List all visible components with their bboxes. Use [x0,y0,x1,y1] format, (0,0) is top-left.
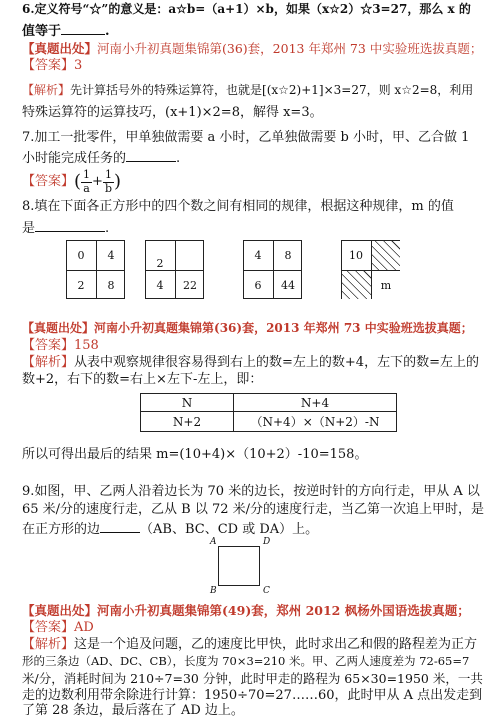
q8-question-line1: 8.填在下面各正方形中的四个数之间有相同的规律，根据这种规律，m 的值 [22,199,454,214]
q9-question-line1: 9.如图，甲、乙两人沿着边长为 70 米的边长，按逆时针的方向行走，甲从 A 以 [22,484,480,499]
q9-analysis-line5: 了第 28 条边，最后落在了 AD 边上。 [22,703,244,718]
q7-line2-text: 小时能完成任务的 [22,151,127,166]
q8-analysis-label: 【解析】 [22,355,75,370]
q7-frac1-den: a [83,181,90,195]
square-cell: 10 [349,248,363,262]
square-cell: 22 [183,278,197,292]
q9-answer-value: AD [74,620,94,635]
q8-analysis-text1: 从表中观察规律很容易得到右上的数=左上的数+4，左下的数=左上的 [74,355,479,370]
q7-frac1-num: 1 [83,168,91,182]
q7-frac2-den: b [104,181,112,195]
corner-label-b: B [210,586,217,596]
q6-source [22,42,482,56]
q8-answer [22,339,99,353]
q6-answer-blank [61,22,105,35]
table-cell: N+2 [141,412,234,432]
q6-question-line2: 值等于 . [22,24,110,39]
q9-source-text: 河南小升初真题集锦第(49)套，郑州 2012 枫杨外国语选拔真题； [97,603,470,618]
q9-analysis-line2: 形的三条边（AD、DC、CB），长度为 70×3=210 米。甲、乙两人速度差为 72-65=7 [22,654,470,668]
q8-answer-value: 158 [74,338,99,353]
square-cell: 6 [254,278,262,292]
q7-paren-open: ( [74,171,82,193]
corner-label-a: A [210,537,217,547]
q7-frac2-num: 1 [103,169,114,182]
q8-line2-text: 是 [22,221,36,236]
q9-line3-prefix: 在正方形的边 [22,522,101,537]
corner-label-c: C [263,586,270,596]
q6-source-text: 河南小升初真题集锦第(36)套，2013 年郑州 73 中实验班选拔真题； [97,41,483,56]
q6-prefix: 6.定义符号“☆”的意义是： [22,2,169,16]
table-cell: N [141,394,234,412]
hatched-cell [371,241,400,270]
q9-answer-blank [100,520,140,533]
grid-divider [342,270,399,271]
hatched-cell [342,270,371,299]
q8-analysis-line2: 数+2，右下的数=右上×左下-左上，即： [22,372,263,387]
q7-answer [22,168,121,196]
table-cell: N+4 [234,394,397,412]
q6-source-label: 【真题出处】 [22,41,98,56]
q8-source [22,322,473,335]
q8-result: 所以可得出最后的结果 m=(10+4)×（10+2）-10=158。 [22,447,368,462]
q8-square-3 [243,240,302,299]
q6-line2-text: 值等于 [22,24,62,39]
square-cell: 44 [281,278,295,292]
square-cell [176,241,204,269]
square-cell: 2 [156,256,164,270]
q7-plus-sign: + [92,173,103,189]
table-row [141,394,397,412]
q7-question-line2: 小时能完成任务的 . [22,151,181,166]
q9-question-line3 [22,520,318,537]
q6-analysis-line1 [22,84,473,97]
q7-fraction-2 [103,169,114,194]
q9-analysis-line1 [22,638,477,652]
q7-paren-close: ) [114,171,122,193]
q6-analysis-line2: 特殊运算符的运算技巧，(x+1)×2=8，解得 x=3。 [22,105,323,120]
q8-square-4 [341,240,400,299]
square-cell: m [372,271,400,299]
q9-line3-suffix: （AB、BC、CD 或 DA）上。 [140,522,319,537]
corner-label-d: D [263,537,271,547]
q8-square-1 [66,240,125,299]
q9-answer [22,621,94,635]
q8-source-text: 河南小升初真题集锦第(36)套，2013 年郑州 73 中实验班选拔真题； [94,321,473,335]
q9-question-line2: 65 米/分的速度行走，乙从 B 以 72 米/分的速度行走，当乙第一次追上甲时，是 [22,502,485,517]
q7-question-line1: 7.加工一批零件，甲单独做需要 a 小时，乙单独做需要 b 小时，甲、乙合做 1 [22,130,470,145]
q7-fraction-1 [81,169,92,194]
square-cell: 8 [284,248,292,262]
q9-analysis-line4: 走的边数利用带余除进行计算：1950÷70=27……60，此时甲从 A 点出发走到 [22,688,483,703]
q7-answer-label: 【答案】 [22,173,75,189]
q6-answer-value: 3 [74,58,83,73]
q9-answer-label: 【答案】 [22,620,75,635]
table-cell: （N+4）×（N+2）-N [234,412,397,432]
q9-analysis-text1: 这是一个追及问题，乙的速度比甲快，此时求出乙和假的路程差为正方 [74,637,478,652]
q8-question-line2: 是 . [22,221,110,236]
q8-analysis-line1 [22,356,479,370]
square-cell: 2 [77,278,85,292]
q6-answer [22,59,82,73]
q6-analysis-label: 【解析】 [22,83,71,97]
table-row [141,412,397,432]
square-cell: 0 [77,248,85,262]
q6-answer-label: 【答案】 [22,58,75,73]
q9-source [22,604,470,618]
q8-answer-label: 【答案】 [22,338,75,353]
q8-source-label: 【真题出处】 [22,321,95,335]
q8-answer-blank [35,219,105,232]
q6-question-line1 [22,3,471,16]
q6-formula: a☆b=（a+1）×b，如果（x☆2）☆3=27，那么 x 的 [168,2,471,16]
square-cell: 4 [107,248,115,262]
square-cell: 4 [254,248,262,262]
square-cell: 4 [156,278,164,292]
q7-answer-blank [126,149,176,162]
q9-source-label: 【真题出处】 [22,603,98,618]
q9-analysis-line3: 米/分，消耗时间为 210÷7=30 分钟，此时甲走的路程为 65×30=1950 米，一共 [22,671,483,686]
q9-square-figure [218,546,260,586]
q6-analysis-text1: 先计算括号外的特殊运算符，也就是[(x☆2)+1]×3=27，则 x☆2=8，利用 [70,83,474,97]
q8-rule-table [140,393,397,432]
q8-square-2 [145,240,204,299]
q9-analysis-label: 【解析】 [22,637,75,652]
square-cell: 8 [107,278,115,292]
